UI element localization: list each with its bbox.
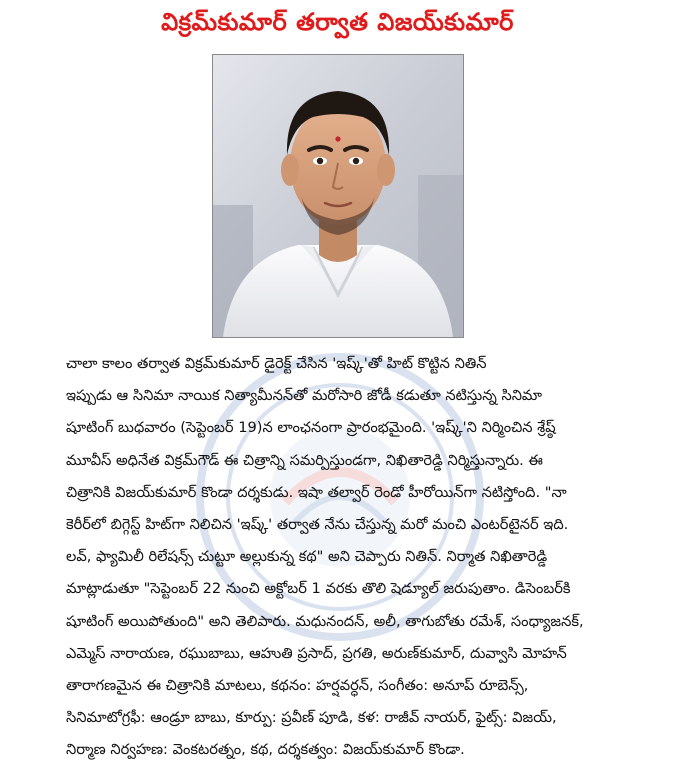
article-line: ఎమ్మెస్ నారాయణ, రఘుబాబు, ఆహుతి ప్రసాద్, ప్రగతి, అరుణ్‌కుమార్, దువ్వాసి మోహన్ (66, 644, 567, 662)
article-line: సినిమాటోగ్రఫీ: ఆండ్రూ బాబు, కూర్పు: ప్రవీణ్ పూడి, కళ: రాజీవ్ నాయర్, ఫైట్స్: విజయ్, (66, 709, 557, 727)
portrait-photo (212, 54, 464, 338)
article-line: చాలా కాలం తర్వాత విక్రమ్‌కుమార్ డైరెక్ట్ చేసిన 'ఇష్క్'తో హిట్ కొట్టిన నితిన్ (66, 355, 487, 372)
article-line: లవ్, ఫ్యామిలీ రిలేషన్స్ చుట్టూ అల్లుకున్న కథ" అని చెప్పారు నితిన్. నిర్మాత నిఖితారెడ్డి (66, 548, 548, 566)
article-body (66, 348, 642, 767)
portrait-photo-icon (213, 55, 463, 337)
article-line: షూటింగ్ అయిపోతుంది" అని తెలిపారు. మధునందన్, అలీ, తాగుబోతు రమేశ్, సంధ్యాజనక్, (66, 612, 584, 630)
article-line: షూటింగ్ బుధవారం (సెప్టెంబర్ 19)న లాంఛనంగా ప్రారంభమైంది. 'ఇష్క్'ని నిర్మించిన శ్రేష్ఠ్ (66, 419, 556, 437)
article-line: తారాగణమైన ఈ చిత్రానికి మాటలు, కథనం: హర్షవర్ధన్, సంగీతం: అనూప్ రూబెన్స్, (66, 677, 529, 695)
article-line: మూవీస్ అధినేత విక్రమ్‌గౌడ్ ఈ చిత్రాన్ని సమర్పిస్తుండగా, నిఖితారెడ్డి నిర్మిస్తున్నారు. ఈ (66, 451, 543, 469)
article-line: నిర్మాణ నిర్వహణ: వెంకటరత్నం, కథ, దర్శకత్వం: విజయ్‌కుమార్ కొండా. (66, 741, 465, 759)
article-headline: విక్రమ్‌కుమార్ తర్వాత విజయ్‌కుమార్ (161, 8, 514, 36)
article-line: చిత్రానికి విజయ్‌కుమార్ కొండా దర్శకుడు. ఇషా తల్వార్ రెండో హీరోయిన్‌గా నటిస్తోంది. "నా (66, 483, 567, 501)
article-line: మాట్లాడుతూ "సెప్టెంబర్ 22 నుంచి అక్టోబర్ 1 వరకు తొలి షెడ్యూల్ జరుపుతాం. డిసెంబర్‌కి (66, 580, 571, 598)
article-line: ఇప్పుడు ఆ సినిమా నాయిక నిత్యామీనన్‌తో మరోసారి జోడీ కడుతూ నటిస్తున్న సినిమా (66, 387, 543, 405)
article-line: కెరీర్‌లో బిగ్గెస్ట్ హిట్‌గా నిలిచిన 'ఇష్క్' తర్వాత నేను చేస్తున్న మరో మంచి ఎంటర్‌టైనర్ ఇది. (66, 516, 569, 534)
